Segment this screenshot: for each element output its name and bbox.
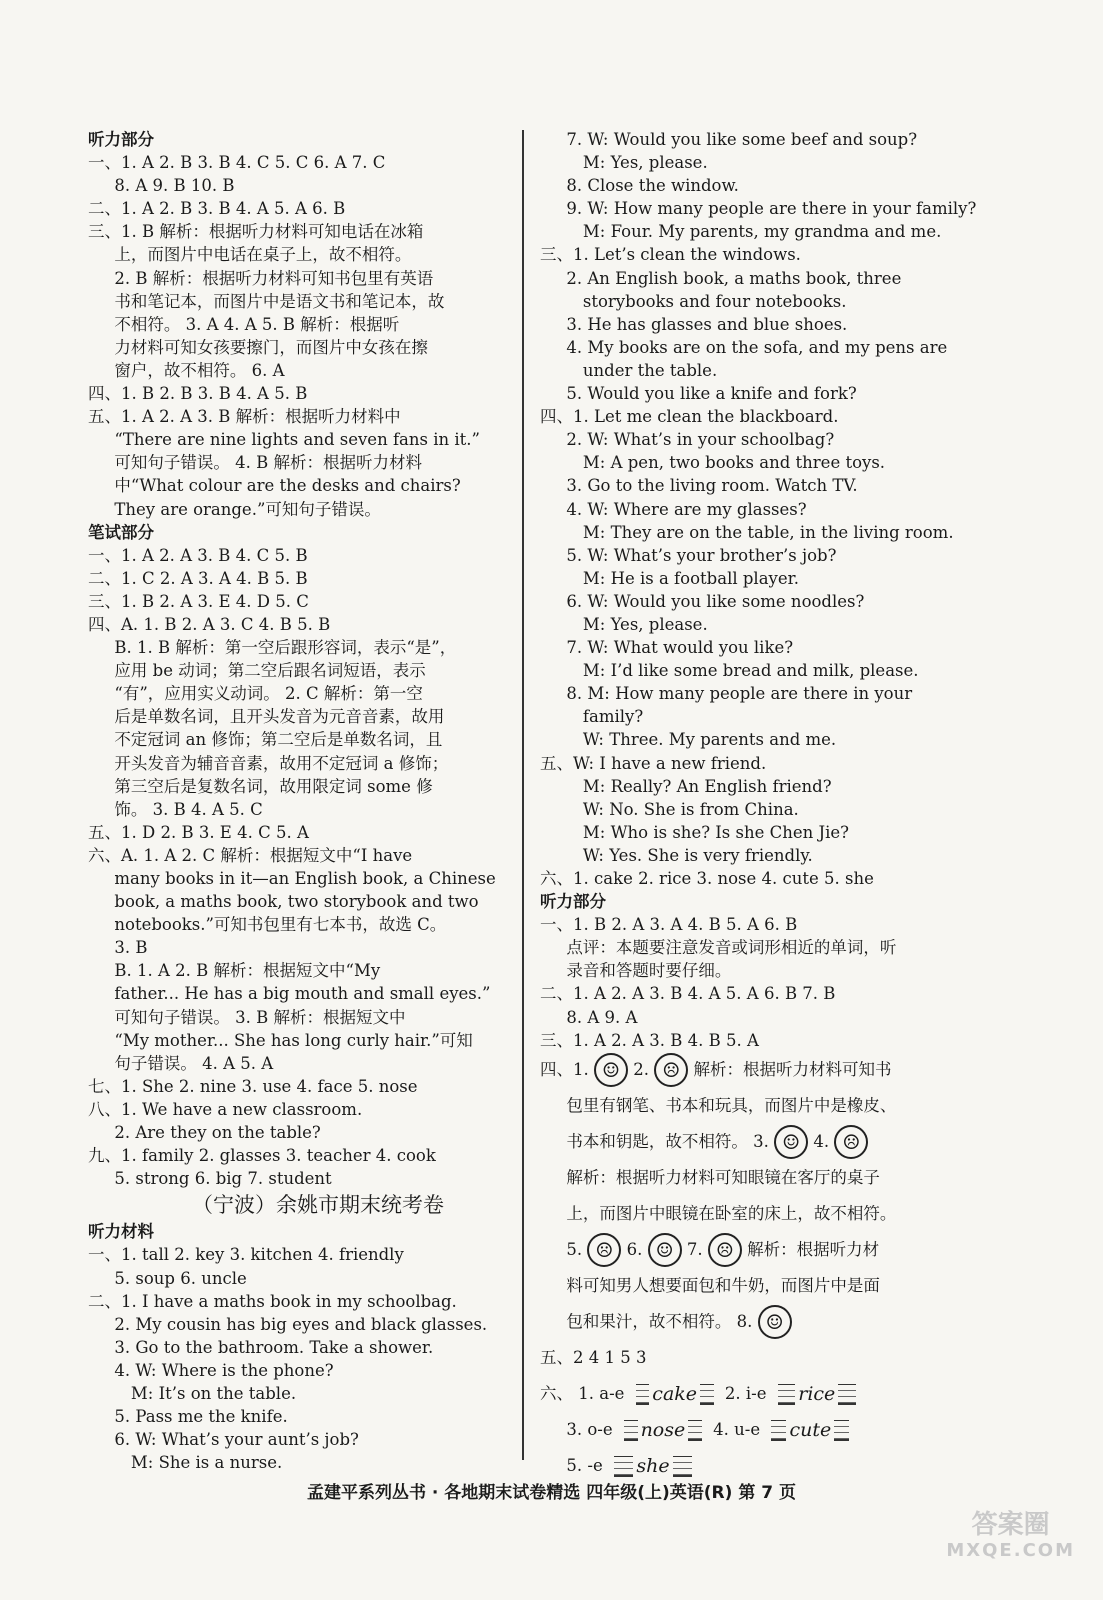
watermark-logo: 答案圈 MXQE.COM (946, 1510, 1075, 1561)
right-line: 4. W: Where are my glasses? (566, 499, 807, 519)
left-line: 应用 be 动词；第二空后跟名词短语，表示 (114, 661, 426, 681)
left-line: 一、1. A 2. B 3. B 4. C 5. C 6. A 7. C (88, 153, 386, 173)
right-line: 8. Close the window. (566, 176, 739, 196)
faces-line-2: 包里有钢笔、书本和玩具，而图片中是橡皮、 (566, 1095, 897, 1115)
right-line: 一、1. B 2. A 3. A 4. B 5. A 6. B (540, 915, 798, 935)
left-line: 8. A 9. B 10. B (114, 176, 235, 196)
right-line: 8. M: How many people are there in your (566, 684, 913, 704)
right-line: 3. He has glasses and blue shoes. (566, 314, 848, 334)
right-line: storybooks and four notebooks. (582, 291, 847, 311)
right-line: 六、1. cake 2. rice 3. nose 4. cute 5. she (540, 869, 874, 888)
faces-line-3: 书本和钥匙，故不相符。 3. ☺ 4. ☹ (540, 1124, 970, 1160)
column-divider (522, 130, 524, 1460)
smile-face-icon: ☺ (648, 1233, 682, 1267)
right-line: 2. W: What’s in your schoolbag? (566, 430, 835, 450)
left-line: 开头发音为辅音音素，故用不定冠词 a 修饰； (114, 753, 449, 773)
right-line: M: They are on the table, in the living room. (582, 522, 954, 542)
smile-face-icon: ☺ (594, 1053, 628, 1087)
right-line: 三、1. A 2. A 3. B 4. B 5. A (540, 1030, 759, 1050)
left-line: 2. B 解析：根据听力材料可知书包里有英语 (114, 268, 434, 288)
right-line: 5. W: What’s your brother’s job? (566, 545, 837, 565)
handwritten-word: cute (771, 1420, 849, 1441)
left-line: 听力部分 (88, 130, 154, 149)
left-line: 窗户，故不相符。 6. A (114, 360, 285, 380)
right-line: M: A pen, two books and three toys. (582, 453, 886, 473)
left-line: 九、1. family 2. glasses 3. teacher 4. cook (88, 1146, 436, 1166)
left-line: 四、A. 1. B 2. A 3. C 4. B 5. B (88, 614, 331, 634)
left-line: 一、1. tall 2. key 3. kitchen 4. friendly (88, 1245, 404, 1265)
handwriting-row-3: 5. -e she (540, 1448, 970, 1484)
faces-line-8: 包和果汁，故不相符。 8. ☺ (540, 1304, 970, 1340)
left-line: B. 1. A 2. B 解析：根据短文中“My (114, 961, 381, 981)
left-line: 四、1. B 2. B 3. B 4. A 5. B (88, 384, 308, 404)
handwritten-word: nose (624, 1420, 702, 1441)
left-line: 第三空后是复数名词，故用限定词 some 修 (114, 776, 433, 796)
left-line: 力材料可知女孩要擦门，而图片中女孩在擦 (114, 337, 428, 357)
left-line: 3. Go to the bathroom. Take a shower. (114, 1337, 434, 1357)
left-line: 书和笔记本，而图片中是语文书和笔记本，故 (114, 291, 445, 311)
left-line: 2. Are they on the table? (114, 1123, 321, 1143)
handwriting-row-2: 3. o-e nose 4. u-e cute (540, 1412, 970, 1448)
left-column (88, 128, 508, 1474)
left-line: 可知句子错误。 3. B 解析：根据短文中 (114, 1007, 406, 1027)
smile-face-icon: ☺ (774, 1125, 808, 1159)
right-line: 7. W: What would you like? (566, 638, 794, 658)
faces-line-5: 上，而图片中眼镜在卧室的床上，故不相符。 (566, 1203, 897, 1223)
right-line: M: Yes, please. (582, 153, 708, 173)
right-line: M: Yes, please. (582, 614, 708, 634)
handwriting-row-1: 六、 1. a-e cake 2. i-e rice (540, 1376, 970, 1412)
left-line: 二、1. A 2. B 3. B 4. A 5. A 6. B (88, 199, 346, 219)
right-line: 7. W: Would you like some beef and soup? (566, 130, 918, 149)
left-line: （宁波）余姚市期末统考卷 (192, 1193, 444, 1218)
right-line: 4. My books are on the sofa, and my pens are (566, 337, 948, 357)
right-line: 9. W: How many people are there in your family? (566, 199, 977, 219)
left-line: “My mother... She has long curly hair.”可知 (114, 1030, 473, 1050)
handwritten-word: cake (636, 1384, 714, 1405)
left-line: 五、1. A 2. A 3. B 解析：根据听力材料中 (88, 407, 401, 427)
right-line: 二、1. A 2. A 3. B 4. A 5. A 6. B 7. B (540, 984, 836, 1004)
right-line: under the table. (582, 360, 718, 380)
frown-face-icon: ☹ (654, 1053, 688, 1087)
right-line: 三、1. Let’s clean the windows. (540, 245, 801, 265)
left-line: 二、1. C 2. A 3. A 4. B 5. B (88, 568, 308, 588)
right-line: W: Three. My parents and me. (582, 730, 837, 750)
left-line: 句子错误。 4. A 5. A (114, 1053, 274, 1073)
left-line: 八、1. We have a new classroom. (88, 1099, 363, 1119)
left-line: B. 1. B 解析：第一空后跟形容词，表示“是”， (114, 638, 457, 658)
left-line: They are orange.”可知句子错误。 (114, 499, 381, 519)
page-footer: 孟建平系列丛书 · 各地期末试卷精选 四年级(上)英语(R) 第 7 页 (307, 1483, 796, 1503)
left-line: 中“What colour are the desks and chairs? (114, 476, 461, 496)
order-answer: 五、2 4 1 5 3 (540, 1347, 647, 1367)
right-line: M: Four. My parents, my grandma and me. (582, 222, 942, 242)
left-line: 听力材料 (88, 1222, 154, 1242)
right-line: W: No. She is from China. (582, 799, 799, 819)
left-line: 不相符。 3. A 4. A 5. B 解析：根据听 (114, 314, 400, 334)
left-line: many books in it—an English book, a Chinese (114, 869, 496, 888)
left-line: 上，而图片中电话在桌子上，故不相符。 (114, 245, 412, 265)
right-line: 录音和答题时要仔细。 (566, 961, 732, 981)
left-line: father... He has a big mouth and small eyes.” (114, 984, 491, 1004)
faces-line-4: 解析：根据听力材料可知眼镜在客厅的桌子 (566, 1167, 880, 1187)
left-line: 六、A. 1. A 2. C 解析：根据短文中“I have (88, 845, 413, 865)
right-line: 8. A 9. A (566, 1007, 638, 1027)
right-line: 6. W: Would you like some noodles? (566, 591, 865, 611)
right-line: 点评：本题要注意发音或词形相近的单词，听 (566, 938, 897, 958)
frown-face-icon: ☹ (587, 1233, 621, 1267)
right-column (540, 128, 977, 1484)
left-line: book, a maths book, two storybook and two (114, 892, 479, 912)
left-line: notebooks.”可知书包里有七本书，故选 C。 (114, 915, 447, 935)
left-line: 二、1. I have a maths book in my schoolbag. (88, 1291, 457, 1311)
left-line: “有”，应用实义动词。 2. C 解析：第一空 (114, 684, 423, 704)
left-line: 5. strong 6. big 7. student (114, 1169, 332, 1189)
left-line: 饰。 3. B 4. A 5. C (114, 799, 263, 819)
left-line: 一、1. A 2. A 3. B 4. C 5. B (88, 545, 308, 565)
left-line: M: It’s on the table. (130, 1383, 297, 1403)
faces-line-6: 5. ☹ 6. ☺ 7. ☹ 解析：根据听力材 (540, 1232, 970, 1268)
left-line: 后是单数名词，且开头发音为元音音素，故用 (114, 707, 445, 727)
right-line: 听力部分 (540, 892, 606, 912)
left-line: 6. W: What’s your aunt’s job? (114, 1430, 359, 1450)
right-line: 5. Would you like a knife and fork? (566, 384, 857, 404)
right-line: W: Yes. She is very friendly. (582, 845, 813, 865)
right-line: M: He is a football player. (582, 568, 799, 588)
right-line: family? (582, 707, 644, 727)
left-line: 三、1. B 2. A 3. E 4. D 5. C (88, 591, 309, 611)
left-line: 3. B (114, 938, 148, 958)
left-line: 笔试部分 (88, 522, 154, 542)
left-line: 可知句子错误。 4. B 解析：根据听力材料 (114, 453, 422, 473)
left-line: 不定冠词 an 修饰；第二空后是单数名词，且 (114, 730, 443, 750)
left-line: “There are nine lights and seven fans in it.” (114, 430, 480, 450)
left-line: 5. Pass me the knife. (114, 1407, 288, 1427)
faces-line-1: 四、1. ☺ 2. ☹ 解析：根据听力材料可知书 (540, 1052, 970, 1088)
left-line: 4. W: Where is the phone? (114, 1360, 334, 1380)
faces-line-7: 料可知男人想要面包和牛奶，而图片中是面 (566, 1275, 880, 1295)
left-line: 5. soup 6. uncle (114, 1268, 247, 1288)
handwritten-word: she (614, 1456, 692, 1477)
handwritten-word: rice (778, 1384, 856, 1405)
right-line: 四、1. Let me clean the blackboard. (540, 407, 839, 427)
smile-face-icon: ☺ (758, 1305, 792, 1339)
right-line: M: Who is she? Is she Chen Jie? (582, 822, 850, 842)
right-line: 2. An English book, a maths book, three (566, 268, 902, 288)
left-line: 七、1. She 2. nine 3. use 4. face 5. nose (88, 1076, 418, 1096)
right-line: M: I’d like some bread and milk, please. (582, 661, 919, 681)
frown-face-icon: ☹ (708, 1233, 742, 1267)
right-line: 3. Go to the living room. Watch TV. (566, 476, 858, 496)
right-line: 五、W: I have a new friend. (540, 753, 767, 773)
right-line: M: Really? An English friend? (582, 776, 832, 796)
right-column-lines (540, 128, 977, 1052)
left-line: 2. My cousin has big eyes and black glasses. (114, 1314, 488, 1334)
left-line: 五、1. D 2. B 3. E 4. C 5. A (88, 822, 309, 842)
frown-face-icon: ☹ (834, 1125, 868, 1159)
left-line: 三、1. B 解析：根据听力材料可知电话在冰箱 (88, 222, 424, 242)
left-line: M: She is a nurse. (130, 1453, 283, 1473)
